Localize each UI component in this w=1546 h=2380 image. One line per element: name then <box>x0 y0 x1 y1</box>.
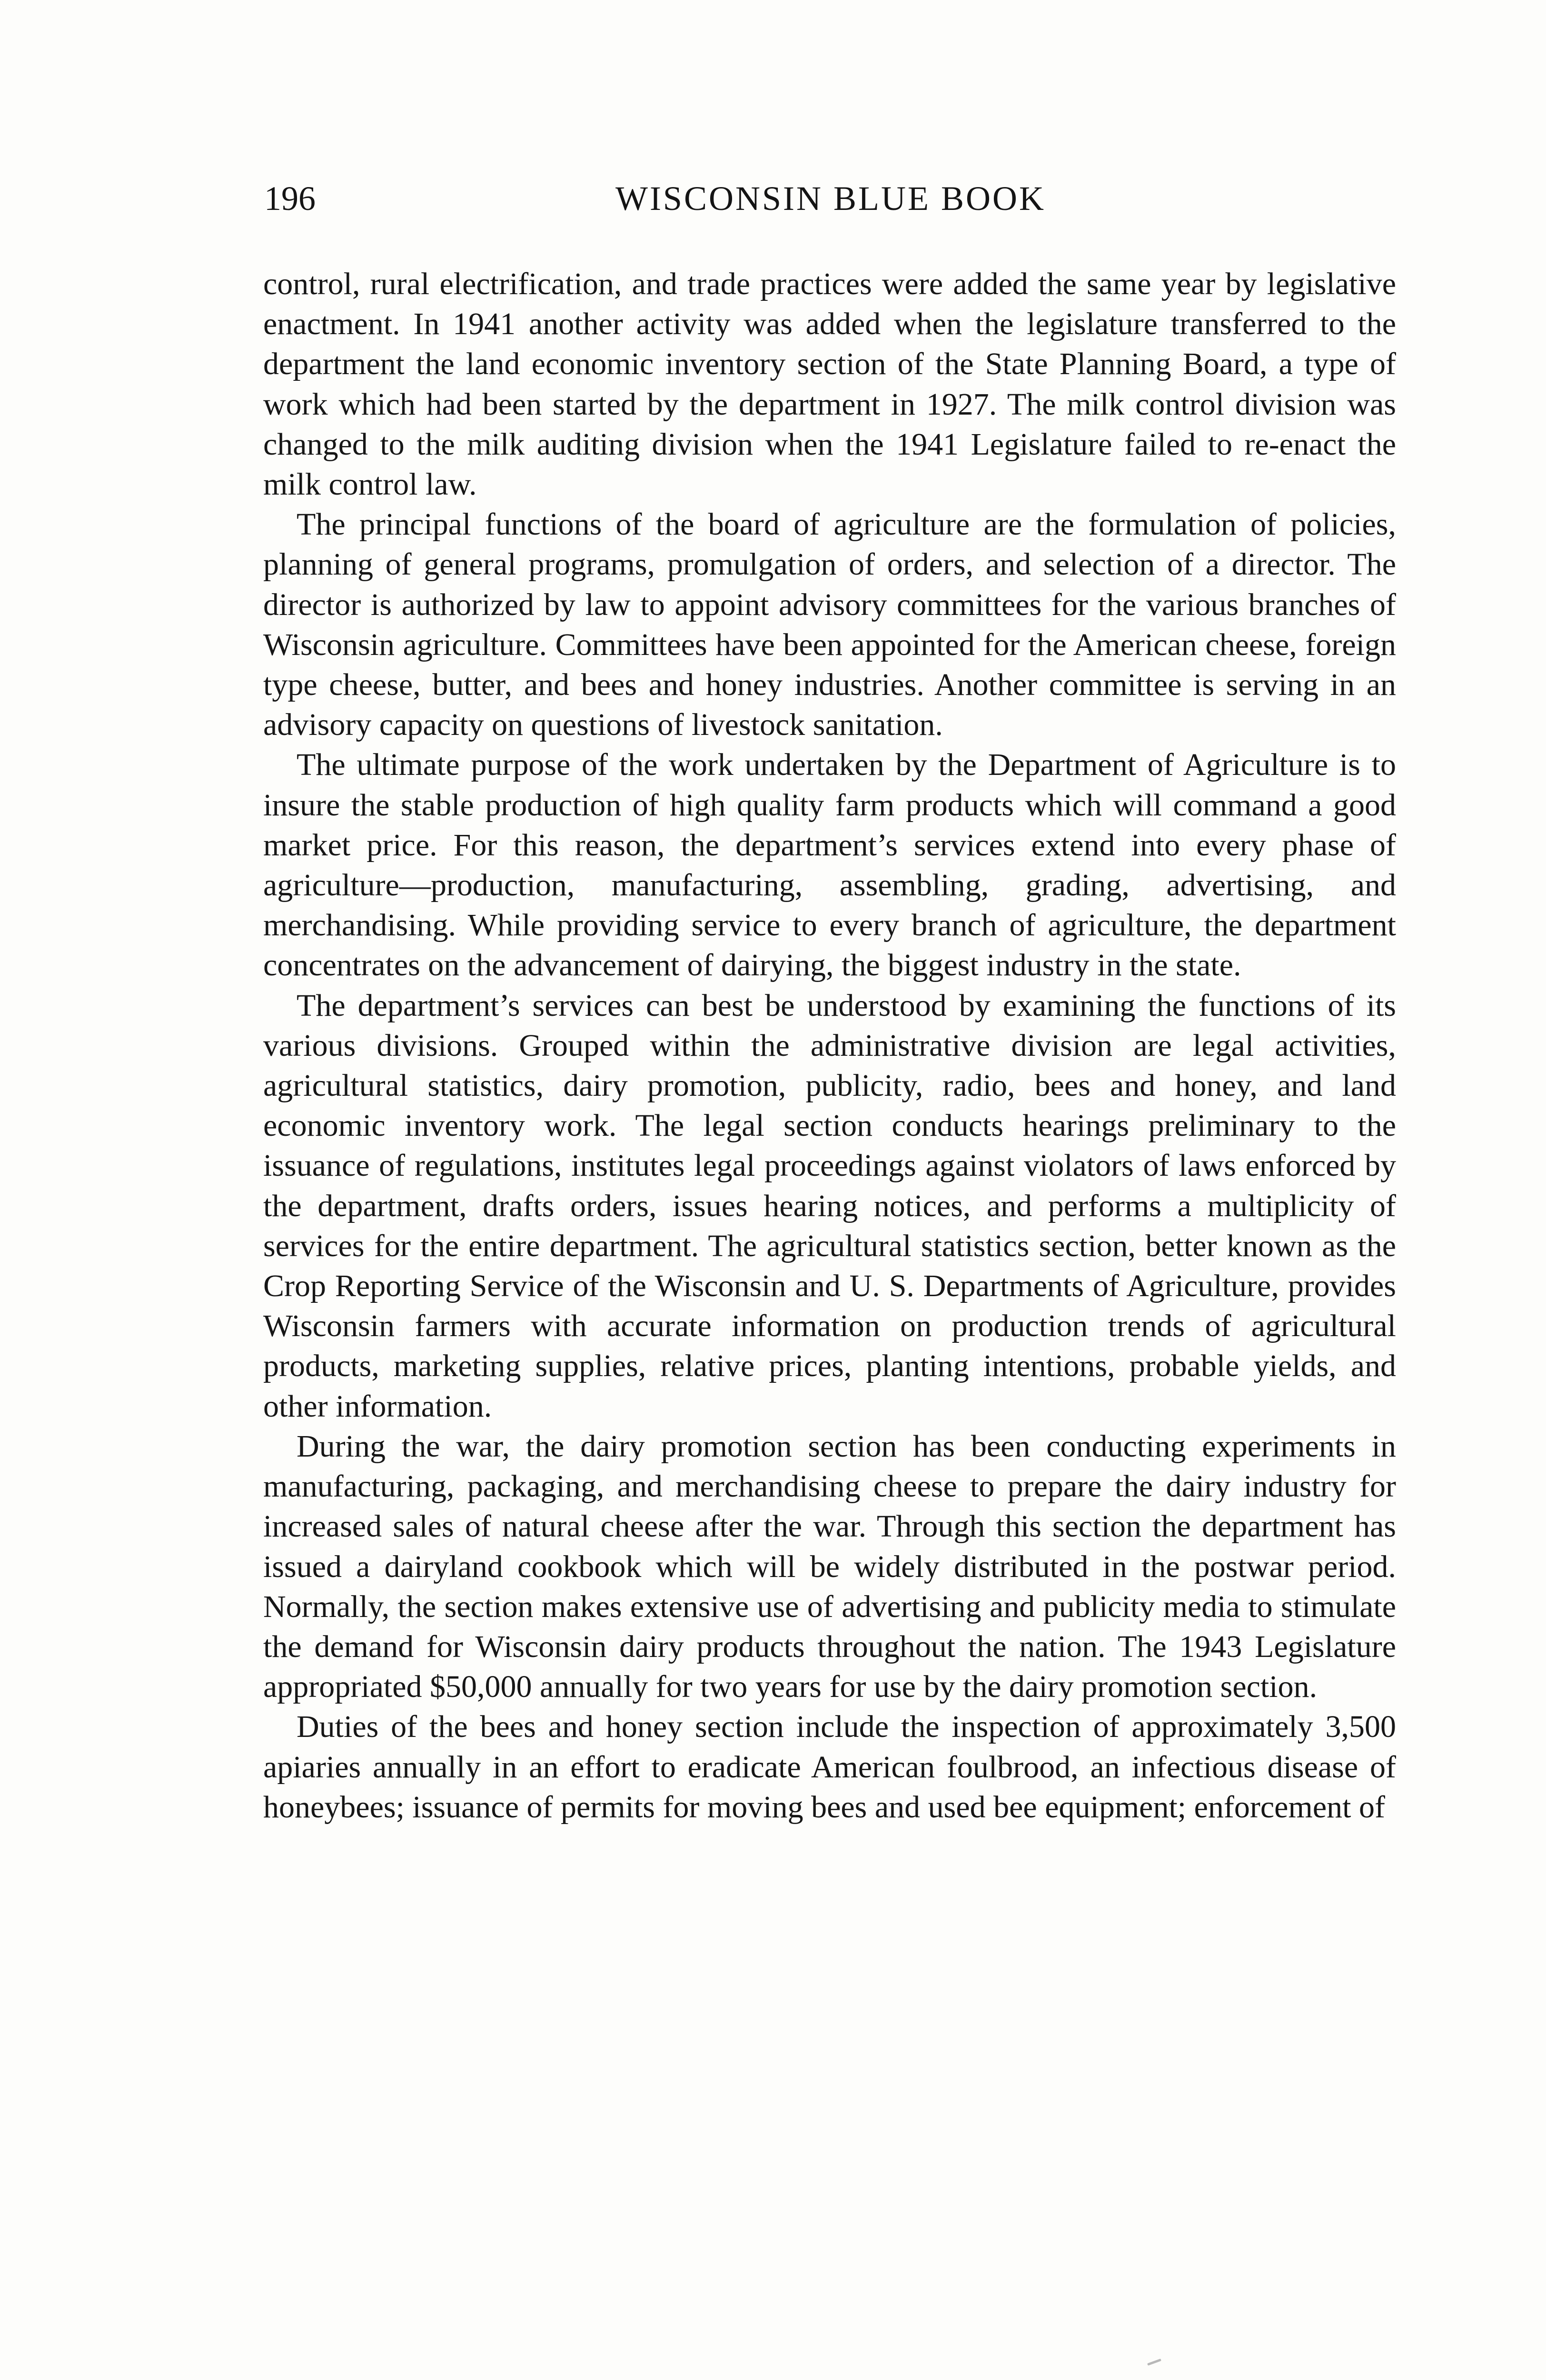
page-number: 196 <box>264 179 316 218</box>
paragraph-divisions: The department’s services can best be understood by examining the functions of its various divisions. Grouped within the administrative division are legal activities, agricultural statistics, dairy promotion, publicity, radio, bees and honey, and land economic inventory work. The legal section conducts hearings preliminary to the issuance of regulations, institutes legal proceedings against violators of laws enforced by the department, drafts orders, issues hearing notices, and performs a multiplicity of services for the entire department. The agricultural statistics section, better known as the Crop Reporting Service of the Wisconsin and U. S. Departments of Agriculture, provides Wisconsin farmers with accurate information on production trends of agricultural products, marketing supplies, relative prices, planting intentions, probable yields, and other information. <box>263 988 1396 1424</box>
paragraph-continued: control, rural electrification, and trade practices were added the same year by legislative enactment. In 1941 another activity was added when the legislature transferred to the department the land economic inventory section of the State Planning Board, a type of work which had been started by the department in 1927. The milk control division was changed to the milk auditing division when the 1941 Legislature failed to re-enact the milk control law. <box>263 267 1396 502</box>
paragraph-board-functions: The principal functions of the board of agriculture are the formulation of policies, planning of general programs, promulgation of orders, and selection of a director. The director is authorized by law to appoint advisory committees for the various branches of Wisconsin agriculture. Committees have been appointed for the American cheese, foreign type cheese, butter, and bees and honey industries. Another committee is serving in an advisory capacity on questions of livestock sanitation. <box>263 507 1396 743</box>
paragraph-bees-honey: Duties of the bees and honey section include the inspection of approximately 3,500 apiaries annually in an effort to eradicate American foulbrood, an infectious disease of honeybees; issuance of permits for moving bees and used bee equipment; enforcement of <box>263 1709 1396 1825</box>
body-text <box>263 264 1396 1827</box>
scan-mark <box>1147 2359 1161 2366</box>
paragraph-dairy-promotion: During the war, the dairy promotion section has been conducting experiments in manufacturing, packaging, and merchandising cheese to prepare the dairy industry for increased sales of natural cheese after the war. Through this section the department has issued a dairyland cookbook which will be widely distributed in the postwar period. Normally, the section makes extensive use of advertising and publicity media to stimulate the demand for Wisconsin dairy products throughout the nation. The 1943 Legislature appropriated $50,000 annually for two years for use by the dairy promotion section. <box>263 1428 1396 1705</box>
running-title: WISCONSIN BLUE BOOK <box>615 179 1046 218</box>
paragraph-ultimate-purpose: The ultimate purpose of the work undertaken by the Department of Agriculture is to insure the stable production of high quality farm products which will command a good market price. For this reason, the department’s services extend into every phase of agriculture—production, manufacturing, assembling, grading, advertising, and merchandising. While providing service to every branch of agriculture, the department concentrates on the advancement of dairying, the biggest industry in the state. <box>263 747 1396 983</box>
page-header <box>264 177 1397 229</box>
